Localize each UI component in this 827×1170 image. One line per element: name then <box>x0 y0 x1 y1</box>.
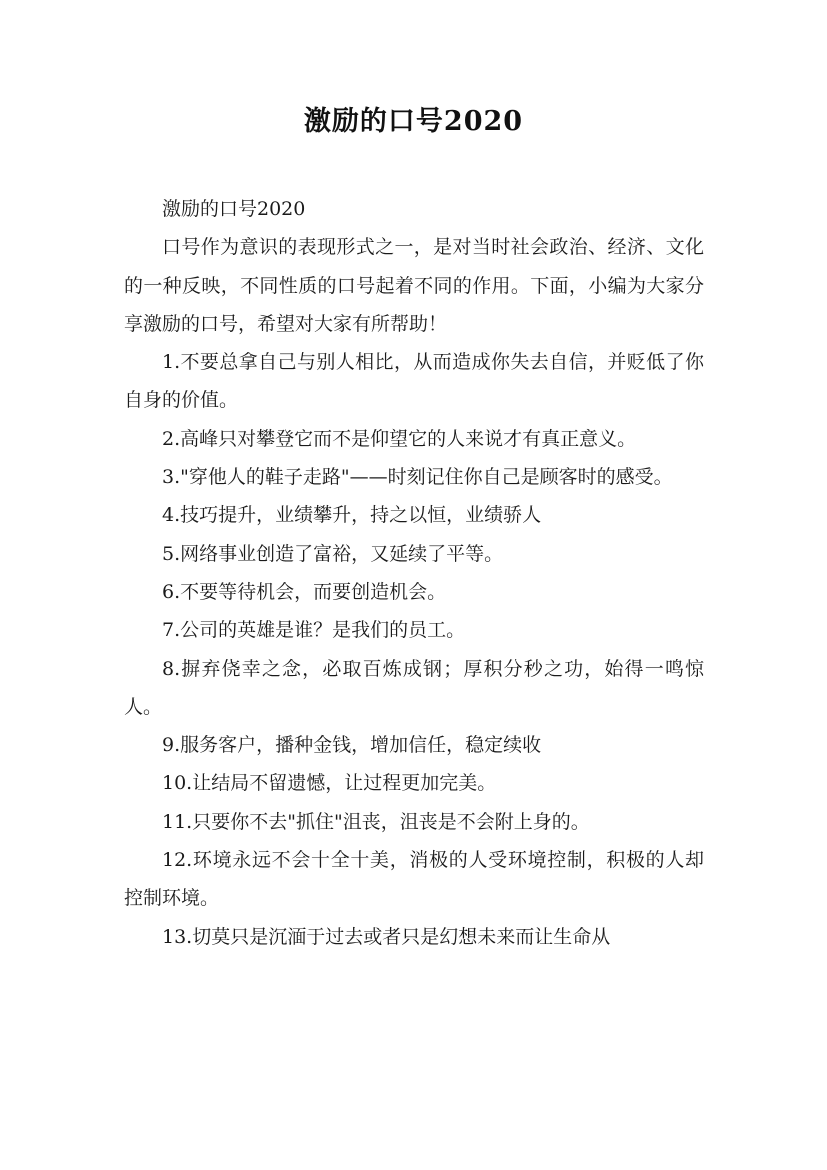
slogan-item-13: 13.切莫只是沉湎于过去或者只是幻想未来而让生命从 <box>162 925 611 948</box>
slogan-item-10: 10.让结局不留遗憾，让过程更加完美。 <box>162 772 497 795</box>
slogan-item-4: 4.技巧提升，业绩攀升，持之以恒，业绩骄人 <box>162 504 542 527</box>
slogan-item-6: 6.不要等待机会，而要创造机会。 <box>162 580 447 603</box>
document-title: 激励的口号2020 <box>303 106 524 137</box>
paragraph-intro: 口号作为意识的表现形式之一，是对当时社会政治、经济、文化的一种反映，不同性质的口号起着不同的作用。下面，小编为大家分享激励的口号，希望对大家有所帮助！ <box>124 236 704 335</box>
slogan-item-11: 11.只要你不去"抓住"沮丧，沮丧是不会附上身的。 <box>162 810 590 833</box>
slogan-item-8: 8.摒弃侥幸之念，必取百炼成钢；厚积分秒之功，始得一鸣惊人。 <box>124 657 704 718</box>
slogan-item-9: 9.服务客户，播种金钱，增加信任，稳定续收 <box>162 734 542 757</box>
slogan-item-5: 5.网络事业创造了富裕，又延续了平等。 <box>162 542 504 565</box>
slogan-item-3: 3."穿他人的鞋子走路"——时刻记住你自己是顾客时的感受。 <box>162 466 673 489</box>
slogan-item-2: 2.高峰只对攀登它而不是仰望它的人来说才有真正意义。 <box>162 427 637 450</box>
slogan-item-1: 1.不要总拿自己与别人相比，从而造成你失去自信，并贬低了你自身的价值。 <box>124 351 704 412</box>
slogan-item-12: 12.环境永远不会十全十美，消极的人受环境控制，积极的人却控制环境。 <box>124 849 704 910</box>
slogan-item-7: 7.公司的英雄是谁？是我们的员工。 <box>162 619 466 642</box>
document-body <box>124 190 704 956</box>
paragraph-subtitle: 激励的口号2020 <box>162 198 306 220</box>
